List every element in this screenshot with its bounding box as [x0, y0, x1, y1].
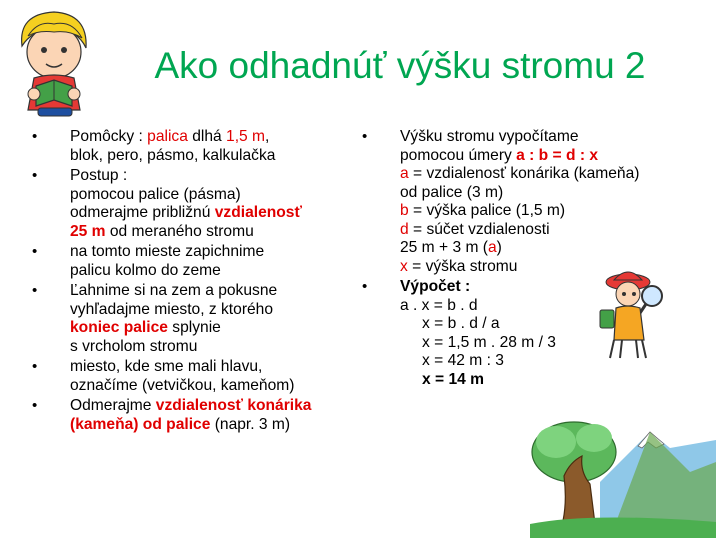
equation-1: a . x = b . d: [400, 296, 478, 314]
palica-word: palica: [147, 128, 188, 145]
equation-3: x = 1,5 m . 28 m / 3: [422, 333, 556, 351]
var-d-sum: 25 m + 3 m (: [400, 239, 488, 256]
boy-reading-illustration: [8, 6, 104, 118]
mark-line-1: miesto, kde sme mali hlavu,: [70, 358, 263, 375]
tools-label: Pomôcky: [70, 128, 135, 145]
explorer-illustration: [592, 266, 680, 362]
measure-example: (napr. 3 m): [210, 415, 291, 433]
var-a: a: [400, 165, 409, 182]
length-value: 1,5 m: [226, 128, 266, 145]
bullet-icon: •: [32, 128, 38, 145]
dlha-word: dlhá: [187, 128, 227, 145]
equation-2: x = b . d / a: [422, 315, 500, 332]
distance-word: vzdialenosť: [214, 204, 302, 221]
lie-line-1: Ľahnime si na zem a pokusne: [70, 282, 278, 299]
stick-line-1: na tomto mieste zapichnime: [70, 243, 265, 260]
equation-result: x = 14 m: [422, 370, 484, 388]
calc-line-2: pomocou úmery: [400, 146, 517, 164]
stick-line-2: palicu kolmo do zeme: [70, 261, 221, 279]
measure-text: Odmerajme: [70, 397, 156, 414]
branch-distance-word: vzdialenosť konárika: [155, 397, 312, 414]
procedure-colon: :: [118, 167, 128, 184]
tools-list: blok, pero, pásmo, kalkulačka: [70, 146, 276, 164]
left-bullet-list: [30, 128, 350, 434]
var-a-desc-2: od palice (3 m): [400, 183, 504, 201]
lie-line-2: vyhľadajme miesto, z ktorého: [70, 300, 274, 318]
list-item-calculate: [360, 128, 700, 276]
var-b-desc: = výška palice (1,5 m): [408, 202, 566, 219]
procedure-text: odmerajme približnú: [70, 204, 215, 221]
lie-line-4: s vrcholom stromu: [70, 337, 198, 355]
proportion-formula: a : b = d : x: [516, 146, 599, 164]
tree-landscape-illustration: [530, 412, 716, 538]
distance-value: 25 m: [70, 222, 106, 240]
list-item-tools: [30, 128, 350, 165]
bullet-icon: •: [362, 128, 368, 145]
mark-line-2: označíme (vetvičkou, kameňom): [70, 376, 295, 394]
equation-4: x = 42 m : 3: [422, 352, 504, 369]
list-item-stick: [30, 243, 350, 280]
bullet-icon: •: [32, 243, 38, 260]
lie-line-3: splynie: [167, 319, 221, 336]
list-item-lie-down: [30, 282, 350, 356]
var-d: d: [400, 220, 409, 238]
procedure-tail: od meraného stromu: [105, 222, 254, 240]
tools-sep: :: [134, 128, 148, 145]
bullet-icon: •: [362, 278, 368, 295]
tools-comma: ,: [265, 128, 270, 145]
list-item-procedure: [30, 167, 350, 241]
var-x: x: [400, 257, 408, 275]
var-a-desc: = vzdialenosť konárika (kameňa): [408, 165, 640, 182]
bullet-icon: •: [32, 282, 38, 299]
stick-end-word: koniec palice: [70, 319, 168, 336]
from-stick-word: (kameňa) od palice: [70, 415, 211, 433]
left-column: [30, 128, 350, 436]
procedure-line: pomocou palice (pásma): [70, 185, 241, 203]
var-d-sum-end: ): [496, 239, 502, 256]
list-item-mark: [30, 358, 350, 395]
page-title: Ako odhadnúť výšku stromu 2: [154, 45, 646, 86]
var-x-desc: = výška stromu: [407, 257, 518, 275]
computation-label: Výpočet: [400, 278, 461, 295]
procedure-label: Postup: [70, 167, 119, 184]
bullet-icon: •: [32, 358, 38, 375]
bullet-icon: •: [32, 397, 38, 414]
var-d-sum-a: a: [487, 239, 497, 256]
bullet-icon: •: [32, 167, 38, 184]
var-b: b: [400, 202, 409, 219]
calc-line-1: Výšku stromu vypočítame: [400, 128, 579, 145]
list-item-measure: [30, 397, 350, 434]
var-d-desc: = súčet vzdialenosti: [408, 220, 550, 238]
computation-colon: :: [460, 278, 471, 295]
